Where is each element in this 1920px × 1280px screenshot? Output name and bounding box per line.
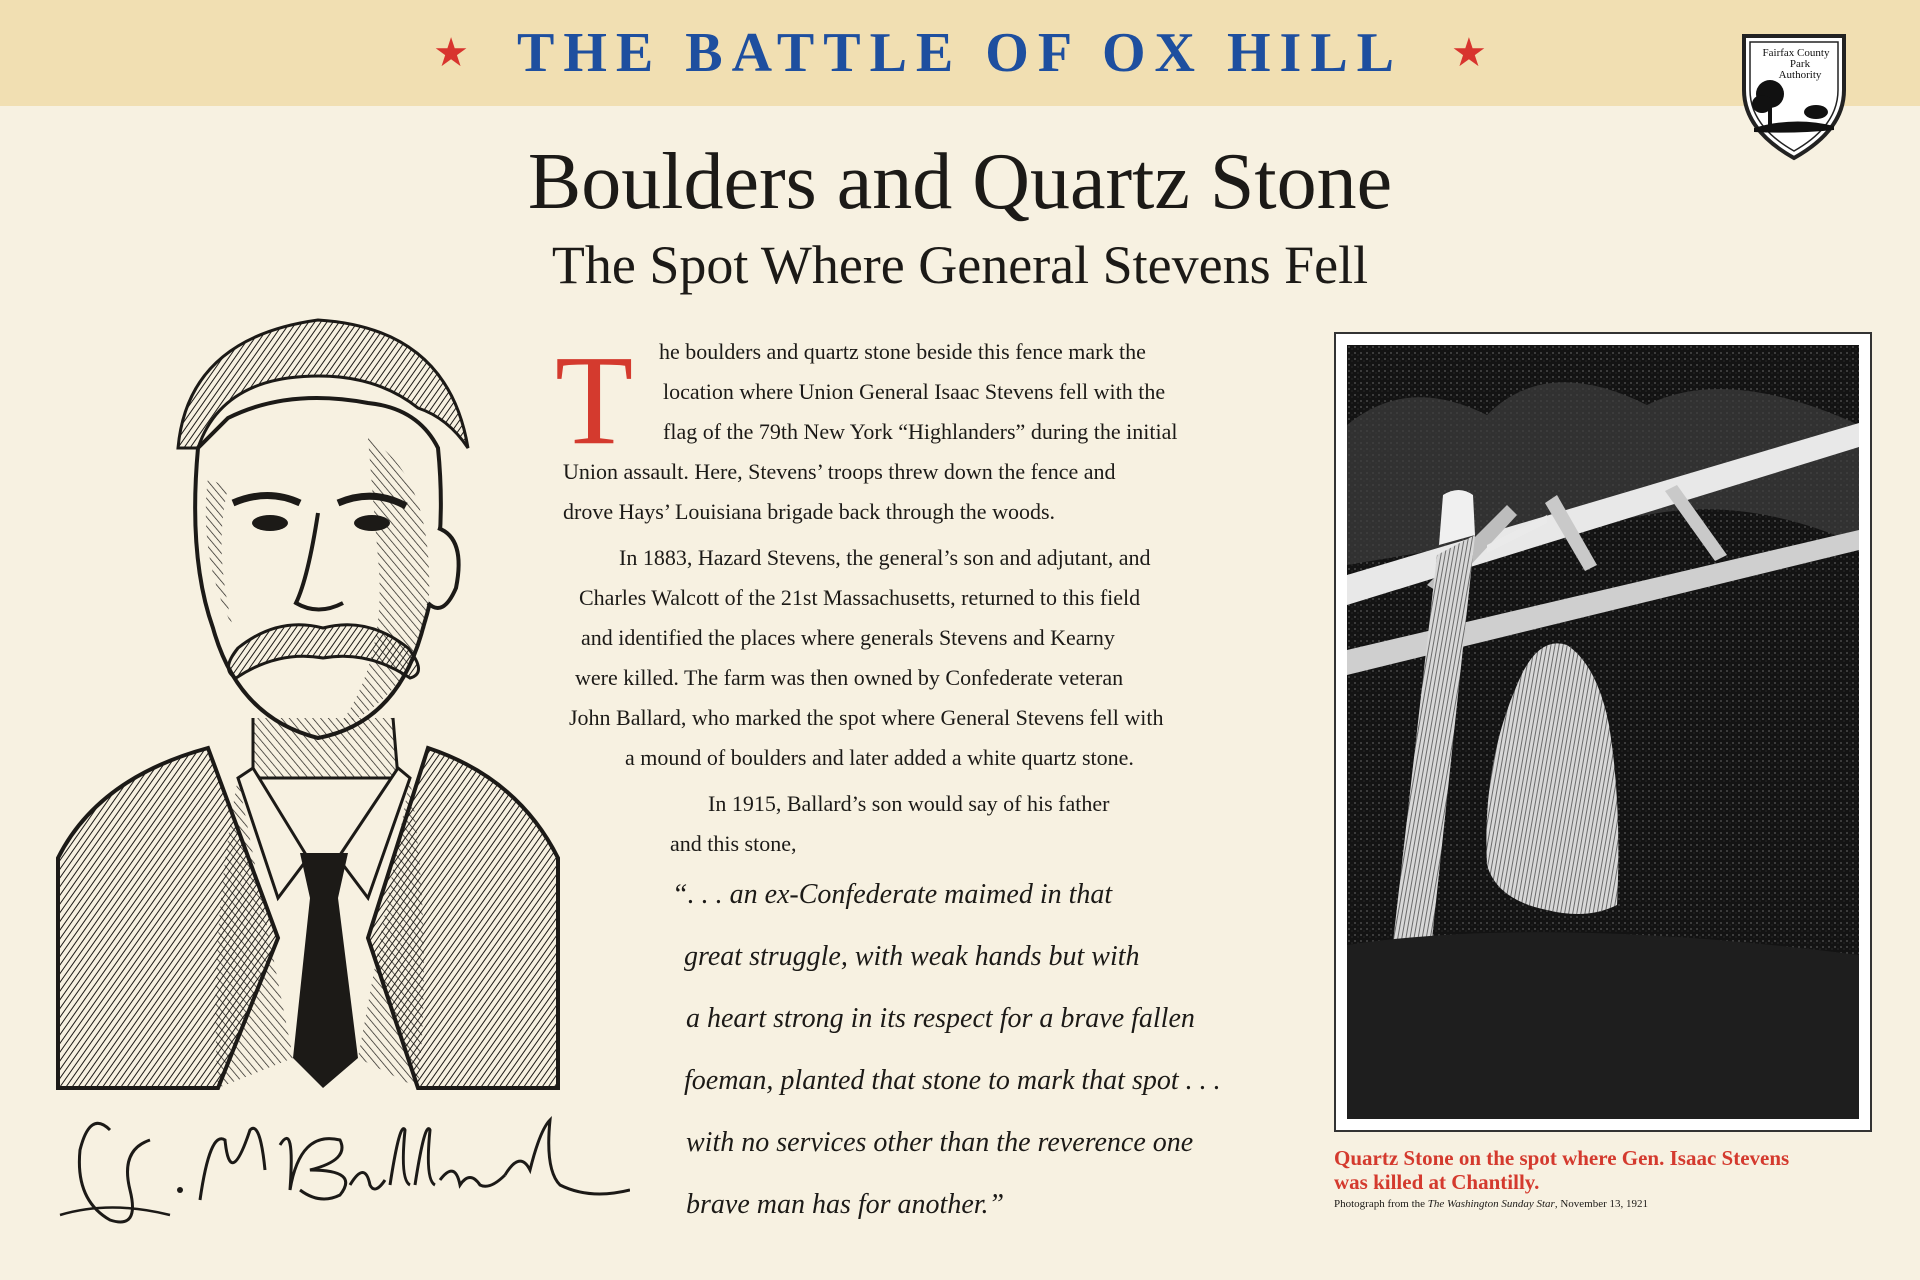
quote-line: “. . . an ex-Confederate maimed in that [672,879,1113,910]
logo-line-2: Park [1789,58,1811,70]
page-title: Boulders and Quartz Stone [527,138,1393,226]
park-authority-logo [1734,30,1854,162]
quote-line: brave man has for another.” [686,1189,1005,1220]
article-line: drove Hays’ Louisiana brigade back through the woods. [563,499,1056,524]
banner-row [0,0,1920,106]
quote-line: a heart strong in its respect for a brave fallen [686,1003,1195,1034]
article-line: and this stone, [670,831,797,856]
ballard-signature [50,1090,630,1240]
photo-frame [1334,332,1872,1132]
article-line: location where Union General Isaac Stevens fell with the [663,379,1166,404]
drop-cap: T [555,329,634,471]
portrait-engraving-icon [38,298,598,1098]
quote-line: great struggle, with weak hands but with [684,941,1140,972]
quote-line: foeman, planted that stone to mark that spot . . . [684,1065,1221,1096]
quartz-stone-photo [1347,345,1859,1119]
photo-credit [1334,1198,1894,1210]
page-subtitle: The Spot Where General Stevens Fell [551,235,1369,295]
caption-line-2: was killed at Chantilly. [1334,1170,1540,1194]
article-line: In 1883, Hazard Stevens, the general’s son and adjutant, and [619,545,1151,570]
quote-line: with no services other than the reverence one [686,1127,1194,1158]
article-line: Charles Walcott of the 21st Massachusetts, returned to this field [579,585,1141,610]
banner-title: THE BATTLE OF OX HILL [516,22,1404,84]
signature-icon [50,1090,630,1240]
credit-source: The Washington Sunday Star [1427,1198,1555,1210]
article-line: a mound of boulders and later added a white quartz stone. [625,745,1134,770]
article-line: he boulders and quartz stone beside this fence mark the [659,339,1146,364]
photo-caption [1334,1146,1894,1194]
article-line: In 1915, Ballard’s son would say of his father [708,791,1110,816]
article-line: flag of the 79th New York “Highlanders” during the initial [663,419,1178,444]
article-line: were killed. The farm was then owned by Confederate veteran [575,665,1124,690]
general-portrait [38,298,598,1098]
star-left-icon: ★ [433,30,469,75]
article-line: and identified the places where generals Stevens and Kearny [581,625,1115,650]
caption-line-1: Quartz Stone on the spot where Gen. Isaac Stevens [1334,1146,1790,1170]
star-right-icon: ★ [1451,30,1487,75]
article-line: Union assault. Here, Stevens’ troops threw down the fence and [563,459,1116,484]
article-line: John Ballard, who marked the spot where General Stevens fell with [569,705,1164,730]
logo-line-1: Fairfax County [1762,47,1830,59]
credit-prefix: Photograph from the [1334,1198,1428,1210]
shield-logo-icon [1734,30,1854,162]
logo-line-3: Authority [1778,69,1822,81]
photo-fence-stone-icon [1347,345,1859,1119]
credit-suffix: , November 13, 1921 [1554,1198,1648,1210]
